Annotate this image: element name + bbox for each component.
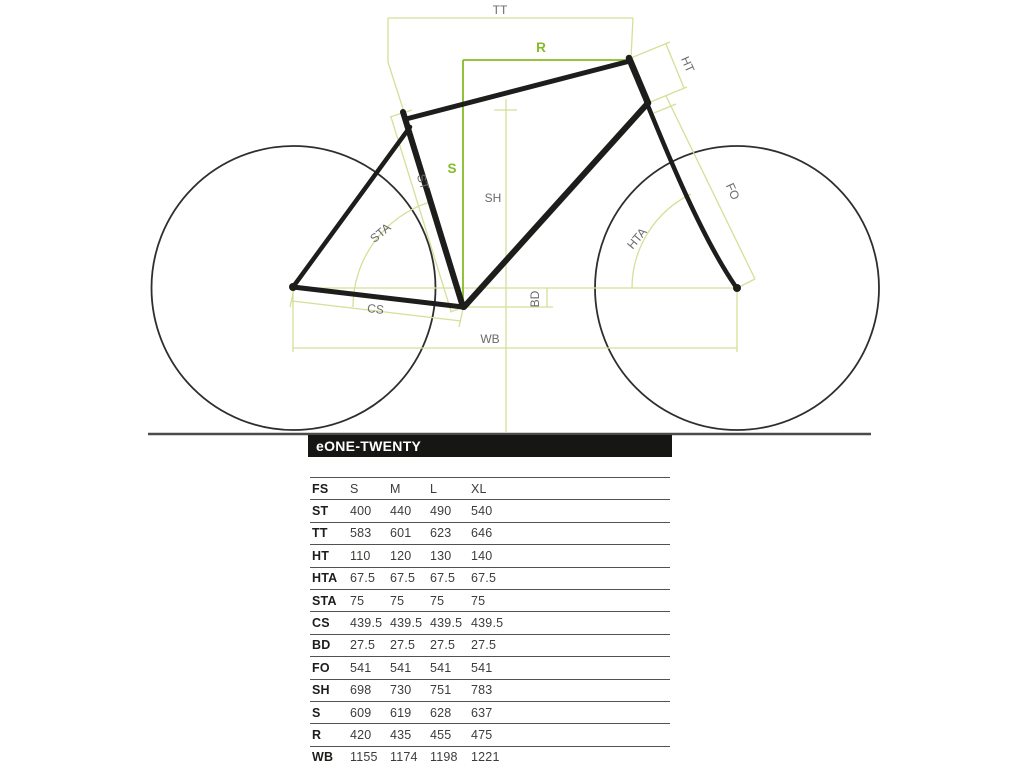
header-col-l: L [430, 481, 438, 496]
row-label: TT [312, 526, 328, 541]
table-cell: 435 [390, 727, 412, 742]
table-cell: 583 [350, 526, 372, 541]
dim-label-tt: TT [492, 3, 508, 17]
table-cell: 75 [390, 593, 405, 608]
table-cell: 75 [430, 593, 445, 608]
table-cell: 27.5 [390, 638, 416, 653]
table-cell: 120 [390, 548, 412, 563]
table-cell: 541 [350, 660, 372, 675]
table-header-row [310, 477, 670, 499]
row-label: SH [312, 683, 330, 698]
table-cell: 1155 [350, 750, 378, 765]
down-tube [464, 103, 648, 307]
table-cell: 541 [390, 660, 412, 675]
dim-label-ht: HT [678, 54, 698, 75]
table-cell: 751 [430, 683, 452, 698]
table-cell: 475 [471, 727, 493, 742]
table-cell: 400 [350, 504, 372, 519]
table-body [310, 499, 670, 768]
bike-frame [289, 58, 741, 307]
table-row [310, 567, 670, 589]
table-cell: 439.5 [430, 616, 463, 631]
dim-label-st: ST [413, 172, 432, 192]
table-cell: 439.5 [350, 616, 383, 631]
dimension-lines [290, 18, 755, 433]
row-label: WB [312, 750, 334, 765]
table-cell: 27.5 [471, 638, 497, 653]
table-cell: 1198 [430, 750, 458, 765]
table-cell: 110 [350, 548, 371, 563]
table-cell: 628 [430, 705, 452, 720]
table-cell: 490 [430, 504, 452, 519]
table-cell: 440 [390, 504, 412, 519]
table-cell: 601 [390, 526, 412, 541]
table-cell: 67.5 [430, 571, 456, 586]
table-cell: 455 [430, 727, 452, 742]
dim-label-hta: HTA [624, 225, 650, 252]
table-cell: 1174 [390, 750, 418, 765]
table-row [310, 522, 670, 544]
table-cell: 67.5 [471, 571, 497, 586]
dim-label-bd: BD [528, 290, 542, 308]
model-title: eONE-TWENTY [316, 438, 422, 454]
dim-label-s: S [447, 161, 457, 176]
table-cell: 540 [471, 504, 493, 519]
table-row [310, 701, 670, 723]
row-label: ST [312, 504, 329, 519]
table-cell: 27.5 [430, 638, 456, 653]
table-row [310, 634, 670, 656]
table-cell: 541 [471, 660, 493, 675]
row-label: STA [312, 593, 337, 608]
table-cell: 27.5 [350, 638, 376, 653]
table-cell: 75 [471, 593, 486, 608]
table-cell: 637 [471, 705, 493, 720]
dim-label-cs: CS [366, 301, 385, 317]
table-cell: 75 [350, 593, 365, 608]
geometry-table [310, 477, 670, 768]
table-cell: 619 [390, 705, 412, 720]
head-tube [629, 58, 648, 103]
table-cell: 730 [390, 683, 412, 698]
table-cell: 541 [430, 660, 452, 675]
row-label: HTA [312, 571, 338, 586]
dim-label-fo: FO [722, 180, 743, 202]
header-col-xl: XL [471, 481, 487, 496]
seat-stay [293, 127, 410, 287]
table-row [310, 499, 670, 521]
dim-label-wb: WB [480, 332, 500, 346]
table-cell: 609 [350, 705, 372, 720]
table-row [310, 611, 670, 633]
dim-label-sh: SH [484, 191, 502, 205]
table-cell: 67.5 [390, 571, 416, 586]
header-label: FS [312, 481, 329, 496]
row-label: CS [312, 616, 330, 631]
table-row [310, 544, 670, 566]
top-tube [406, 61, 630, 119]
table-cell: 623 [430, 526, 452, 541]
table-row [310, 656, 670, 678]
table-row [310, 723, 670, 745]
row-label: HT [312, 548, 330, 563]
table-cell: 130 [430, 548, 452, 563]
table-row [310, 589, 670, 611]
header-col-s: S [350, 481, 359, 496]
front-axle [733, 284, 741, 292]
table-cell: 1221 [471, 750, 500, 765]
dim-label-r: R [536, 40, 546, 55]
rear-axle [289, 283, 297, 291]
header-col-m: M [390, 481, 401, 496]
table-cell: 698 [350, 683, 372, 698]
dim-label-sta: STA [367, 220, 394, 246]
table-cell: 67.5 [350, 571, 376, 586]
table-cell: 420 [350, 727, 372, 742]
table-cell: 140 [471, 548, 493, 563]
row-label: FO [312, 660, 330, 675]
table-cell: 646 [471, 526, 493, 541]
table-row [310, 746, 670, 768]
table-cell: 783 [471, 683, 493, 698]
table-row [310, 679, 670, 701]
table-cell: 439.5 [471, 616, 504, 631]
table-cell: 439.5 [390, 616, 423, 631]
row-label: S [312, 705, 321, 720]
model-title-bar [308, 435, 672, 457]
row-label: R [312, 727, 322, 742]
row-label: BD [312, 638, 331, 653]
